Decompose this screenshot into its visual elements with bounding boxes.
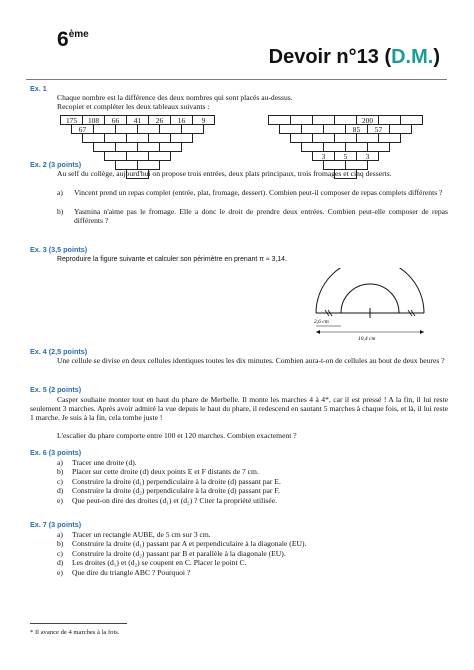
ex2-a-mark: a) bbox=[57, 188, 63, 197]
pyramid-left-cell: 66 bbox=[104, 115, 127, 125]
ex7-item bbox=[57, 539, 306, 548]
dim-small-label: 2,6 cm bbox=[314, 319, 329, 325]
footnote-divider bbox=[30, 623, 127, 624]
ex6-label: Ex. 6 (3 points) bbox=[30, 448, 82, 457]
ex7-label: Ex. 7 (3 points) bbox=[30, 520, 82, 529]
ex3-text: Reproduire la figure suivante et calculer son périmètre en prenant π ≈ 3,14. bbox=[57, 256, 287, 263]
pyramid-right-cell: 200 bbox=[356, 115, 379, 125]
ex6-item-text: Construire la droite (d₁) perpendiculaire à la droite (d) passant par E. bbox=[72, 476, 281, 486]
ex6-item bbox=[57, 477, 281, 486]
ex6-item bbox=[57, 486, 280, 495]
ex1-line2: Recopier et compléter les deux tableaux suivants : bbox=[57, 102, 210, 111]
ex5-text: Casper souhaite monter tout en haut du phare de Merbelle. Il monte les marches 4 à 4*, car il est pressé ! A la fin, il lui reste seulement 3 marches. Après avoir admiré la vue depuis le haut du phare, il redescend en sautant 5 marches à chaque fois, et là, il lui reste 1 marche. Je suis à la fin, cela tombe juste ! bbox=[30, 395, 448, 423]
pyramid-left-cell: 108 bbox=[82, 115, 105, 125]
ex3-figure bbox=[300, 268, 440, 343]
pyramid-left-cell: 9 bbox=[192, 115, 215, 125]
pyramid-left-cell: 175 bbox=[60, 115, 83, 125]
ex7-item-text: Construire la droite (d₂) passant par B et parallèle à la diagonale (EU). bbox=[72, 548, 286, 558]
ex4-text: Une cellule se divise en deux cellules identiques toutes les dix minutes. Combien aura-t-on de cellules au bout de deux heures ? bbox=[57, 356, 445, 365]
ex6-item bbox=[57, 467, 259, 476]
header-divider bbox=[26, 79, 447, 80]
ex7-item-text: Les droites (d₁) et (d₂) se coupent en C. Placer le point C. bbox=[72, 558, 247, 568]
ex6-item-mark: e) bbox=[57, 495, 63, 505]
pyramid-right-cell: 3 bbox=[356, 151, 379, 161]
ex2-b: Yasmina n'aime pas le fromage. Elle a donc le droit de prendre deux entrées. Combien peut-elle composer de repas différents ? bbox=[74, 207, 448, 226]
pyramid-left-cell: 67 bbox=[71, 124, 94, 134]
ex7-item-mark: c) bbox=[57, 548, 63, 558]
page-title: Devoir n°13 (D.M.) bbox=[268, 46, 440, 68]
ex2-a: Vincent prend un repas complet (entrée, plat, fromage, dessert). Combien peut-il composer de repas complets différents ? bbox=[74, 188, 443, 197]
ex1-line1: Chaque nombre est la différence des deux nombres qui sont placés au-dessus. bbox=[57, 93, 293, 102]
ex7-item bbox=[57, 549, 286, 558]
ex6-item bbox=[57, 458, 137, 467]
ex6-item-text: Tracer une droite (d). bbox=[72, 458, 137, 467]
large-semicircle bbox=[316, 268, 424, 313]
ex2-intro: Au self du collège, aujourd'hui on propose trois entrées, deux plats principaux, trois fromages et cinq desserts. bbox=[57, 169, 392, 178]
ex1-label: Ex. 1 bbox=[30, 84, 47, 93]
ex7-item-mark: d) bbox=[57, 558, 64, 568]
pyramid-right-cell: 85 bbox=[345, 124, 368, 134]
ex6-item-text: Que peut-on dire des droites (d₁) et (d₂) ? Citer la propriété utilisée. bbox=[72, 495, 277, 505]
ex7-item-text: Construire la droite (d₁) passant par A et perpendiculaire à la diagonale (EU). bbox=[72, 539, 307, 549]
pyramid-right-cell: 3 bbox=[312, 151, 335, 161]
pyramid-right-cell: 57 bbox=[367, 124, 390, 134]
ex4-label: Ex. 4 (2,5 points) bbox=[30, 347, 88, 356]
ex6-item-mark: a) bbox=[57, 458, 63, 467]
ex6-item-mark: c) bbox=[57, 476, 63, 486]
ex5-label: Ex. 5 (2 points) bbox=[30, 385, 82, 394]
ex7-item bbox=[57, 568, 190, 577]
ex2-label: Ex. 2 (3 points) bbox=[30, 160, 82, 169]
pyramid-left-cell: 26 bbox=[148, 115, 171, 125]
ex6-item bbox=[57, 496, 277, 505]
ex5-text2: L'escalier du phare comporte entre 100 et 120 marches. Combien exactement ? bbox=[57, 431, 297, 440]
ex7-item-mark: a) bbox=[57, 530, 63, 539]
pyramid-left-cell: 16 bbox=[170, 115, 193, 125]
ex7-item-text: Que dire du triangle ABC ? Pourquoi ? bbox=[72, 567, 191, 577]
ex6-item-mark: d) bbox=[57, 486, 64, 496]
ex2-b-mark: b) bbox=[57, 207, 64, 216]
ex7-item-mark: e) bbox=[57, 567, 63, 577]
ex7-item bbox=[57, 558, 246, 567]
footnote: * Il avance de 4 marches à la fois. bbox=[30, 629, 120, 636]
ex7-item-text: Tracer un rectangle AUBE, de 5 cm sur 3 cm. bbox=[72, 530, 211, 539]
dim-base-label: 10,4 cm bbox=[358, 336, 376, 342]
ex6-item-text: Placer sur cette droite (d) deux points E et F distants de 7 cm. bbox=[72, 467, 259, 477]
grade-level: 6ème bbox=[57, 28, 89, 51]
ex6-item-mark: b) bbox=[57, 467, 64, 477]
ex7-item bbox=[57, 530, 211, 539]
ex3-label: Ex. 3 (3,5 points) bbox=[30, 245, 88, 254]
pyramid-left-cell: 41 bbox=[126, 115, 149, 125]
pyramid-right-cell: 5 bbox=[334, 151, 357, 161]
ex7-item-mark: b) bbox=[57, 539, 64, 549]
ex6-item-text: Construire la droite (d₂) perpendiculaire à la droite (d) passant par F. bbox=[72, 486, 280, 496]
